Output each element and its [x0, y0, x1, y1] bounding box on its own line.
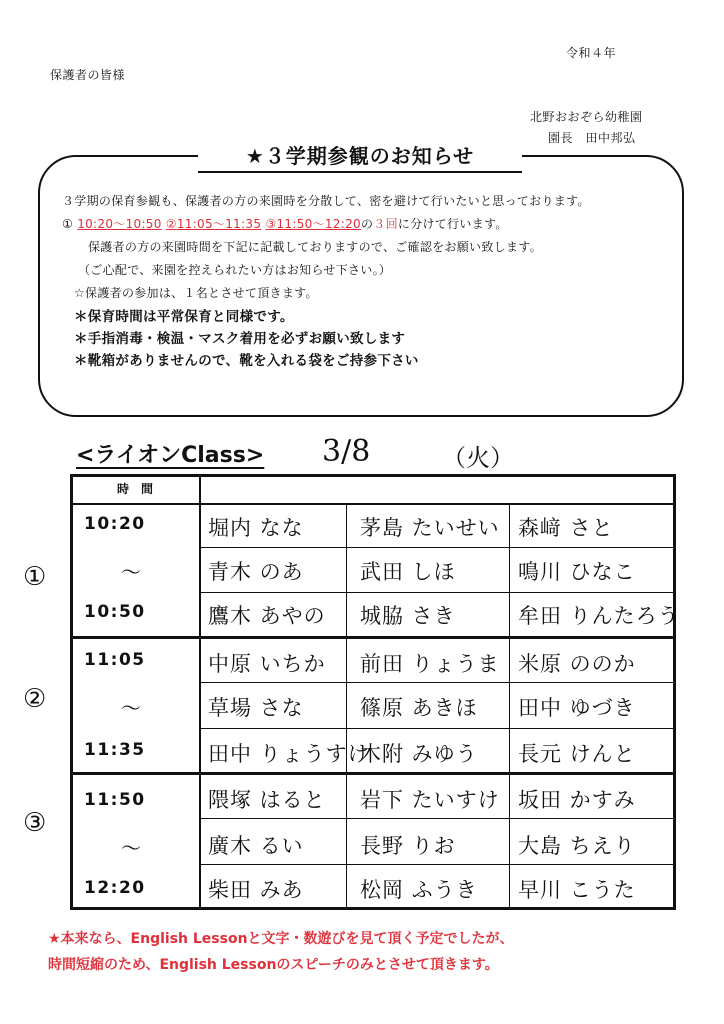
child-name: 長野 りお	[360, 834, 456, 858]
notice-line-worry: （ご心配で、来園を控えられたい方はお知らせ下さい。）	[78, 263, 392, 277]
child-name: 坂田 かすみ	[518, 788, 636, 812]
child-name: 米原 ののか	[518, 652, 636, 676]
notice-note-3: ＊靴箱がありませんので、靴を入れる袋をご持参下さい	[74, 353, 419, 369]
child-name: 武田 しほ	[360, 560, 456, 584]
child-name: 大島 ちえり	[518, 834, 636, 858]
child-name: 草場 さな	[208, 696, 304, 720]
slot-suffix: に分けて行います。	[397, 217, 508, 231]
child-name: 松岡 ふうき	[360, 878, 478, 902]
child-name: 城脇 さき	[360, 604, 456, 628]
round-1-start: 10:20	[84, 514, 146, 534]
round-3-label: ③	[23, 808, 47, 838]
child-name: 篠原 あきほ	[360, 696, 478, 720]
footnote	[48, 926, 678, 978]
principal-name: 園長 田中邦弘	[548, 131, 636, 145]
schedule-header: 時 間	[116, 482, 153, 496]
notice-line-intro: ３学期の保育参観も、保護者の方の来園時を分散して、密を避けて行いたいと思っております。	[62, 194, 590, 208]
round-1-tilde: 〜	[121, 560, 141, 584]
child-name: 堀内 なな	[208, 516, 304, 540]
greeting: 保護者の皆様	[50, 68, 126, 82]
school-name: 北野おおぞら幼稚園	[530, 110, 643, 124]
round-2-end: 11:35	[84, 740, 146, 760]
child-name: 田中 りょうすけ	[208, 742, 370, 766]
round-2-tilde: 〜	[121, 696, 141, 720]
notice-note-1: ＊保育時間は平常保育と同様です。	[74, 309, 294, 325]
child-name: 茅島 たいせい	[360, 516, 500, 540]
child-name: 森﨑 さと	[518, 516, 614, 540]
round-1-label: ①	[23, 562, 47, 592]
round-1-end: 10:50	[84, 602, 146, 622]
round-3-end: 12:20	[84, 878, 146, 898]
notice-line-confirm: 保護者の方の来園時間を下記に記載しておりますので、ご確認をお願い致します。	[88, 240, 542, 254]
round-2-label: ②	[23, 684, 47, 714]
child-name: 青木 のあ	[208, 560, 304, 584]
footnote-line-1: ★本来なら、English Lessonと文字・数遊びを見て頂く予定でしたが、	[48, 931, 514, 947]
child-name: 隈塚 はると	[208, 788, 326, 812]
child-name: 廣木 るい	[208, 834, 304, 858]
child-name: 鳴川 ひなこ	[518, 560, 636, 584]
slot-count: ３回	[373, 217, 398, 231]
notice-title: ★３学期参観のお知らせ	[198, 141, 522, 173]
slot-connector: の	[360, 217, 374, 231]
class-date: 3/8	[322, 434, 371, 469]
child-name: 木附 みゆう	[360, 742, 478, 766]
child-name: 鷹木 あやの	[208, 604, 326, 628]
child-name: 牟田 りんたろう	[518, 604, 680, 628]
child-name: 長元 けんと	[518, 742, 636, 766]
slot-3-time: ③11:50〜12:20	[265, 217, 361, 231]
slot-1-time: 10:20〜10:50	[77, 217, 162, 231]
child-name: 岩下 たいすけ	[360, 788, 500, 812]
child-name: 早川 こうた	[518, 878, 636, 902]
notice-line-slots	[62, 215, 508, 232]
round-3-start: 11:50	[84, 790, 146, 810]
footnote-line-2: 時間短縮のため、English Lessonのスピーチのみとさせて頂きます。	[48, 957, 499, 973]
child-name: 前田 りょうま	[360, 652, 500, 676]
round-2-start: 11:05	[84, 650, 146, 670]
class-title: <ライオンClass>	[76, 443, 265, 468]
class-day: （火）	[442, 444, 514, 472]
era-year: 令和４年	[566, 46, 617, 60]
child-name: 田中 ゆづき	[518, 696, 636, 720]
child-name: 柴田 みあ	[208, 878, 304, 902]
notice-note-2: ＊手指消毒・検温・マスク着用を必ずお願い致します	[74, 331, 406, 347]
child-name: 中原 いちか	[208, 652, 326, 676]
slot-1-label: ①	[62, 217, 74, 231]
notice-line-participants: ☆保護者の参加は、１名とさせて頂きます。	[74, 286, 318, 300]
slot-2-time: ②11:05〜11:35	[165, 217, 262, 231]
round-3-tilde: 〜	[121, 836, 141, 860]
